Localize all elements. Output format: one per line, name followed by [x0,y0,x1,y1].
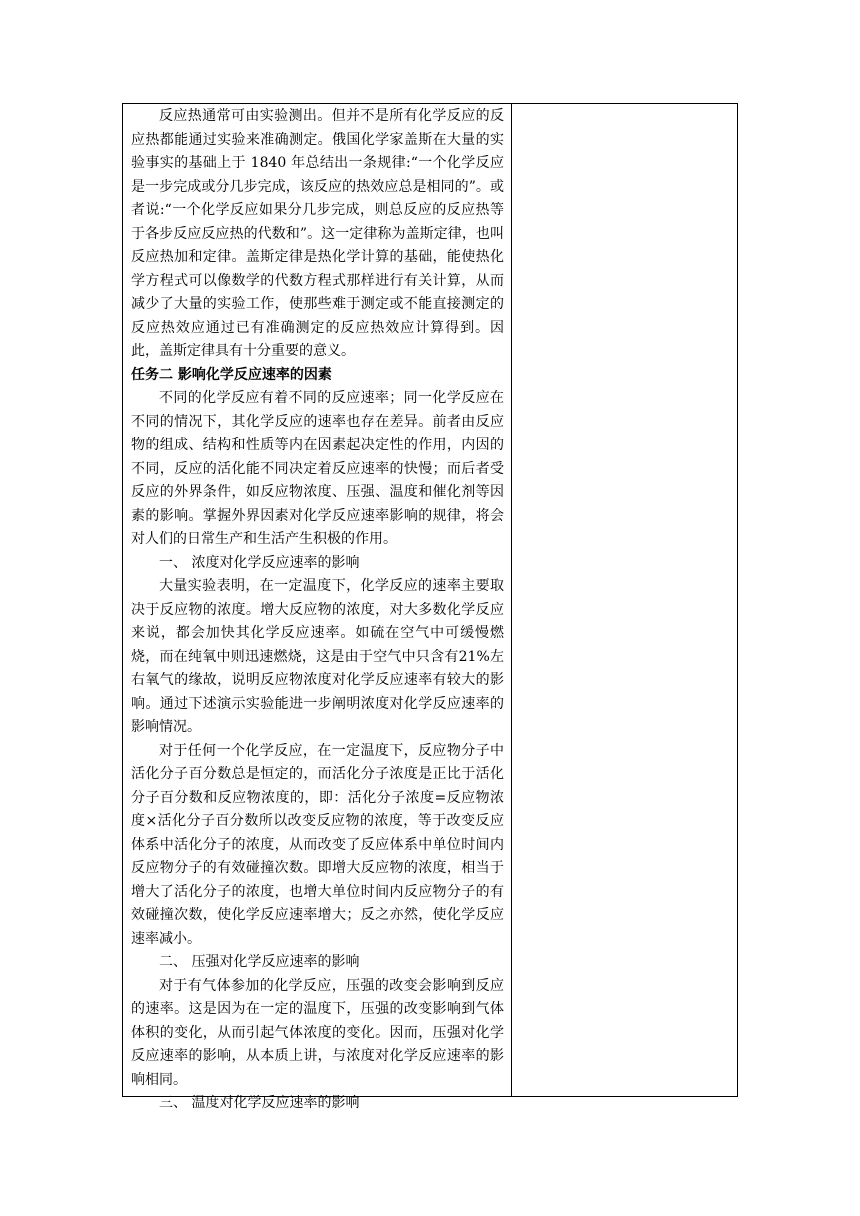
section-heading-pressure: 二、 压强对化学反应速率的影响 [159,954,360,970]
section-heading-concentration: 一、 浓度对化学反应速率的影响 [159,554,360,571]
content-table [122,103,738,1111]
paragraph-hess-law: 反应热通常可由实验测出。但并不是所有化学反应的反应热都能通过实验来准确测定。俄国化学家盖斯在大量的实验事实的基础上于 1840 年总结出一条规律:“一个化学反应是一步完成或分几步完成，该反应的热效应总是相同的”。或者说:“一个化学反应如果分几步完成，则总反应的反应热等于各步反应反应热的代数和”。这一定律称为盖斯定律，也叫反应热加和定律。盖斯定律是热化学计算的基础，能使热化学方程式可以像数学的代数方程式那样进行有关计算，从而减少了大量的实验工作，使那些难于测定或不能直接测定的反应热效应通过已有准确测定的反应热效应计算得到。因此，盖斯定律具有十分重要的意义。 [131,108,504,359]
notes-column [512,104,737,1096]
task2-heading: 任务二 影响化学反应速率的因素 [131,366,332,383]
paragraph-pressure: 对于有气体参加的化学反应，压强的改变会影响到反应的速率。这是因为在一定的温度下，压强的改变影响到气体体积的变化，从而引起气体浓度的变化。因而，压强对化学反应速率的影响，从本质上讲，与浓度对化学反应速率的影响相同。 [131,977,504,1088]
paragraph-concentration-1: 大量实验表明，在一定温度下，化学反应的速率主要取决于反应物的浓度。增大反应物的浓度，对大多数化学反应来说，都会加快其化学反应速率。如硫在空气中可缓慢燃烧，而在纯氧中则迅速燃烧，这是由于空气中只含有21%左右氧气的缘故，说明反应物浓度对化学反应速率有较大的影响。通过下述演示实验能进一步阐明浓度对化学反应速率的影响情况。 [131,578,504,735]
section-heading-temperature: 三、 温度对化学反应速率的影响 [159,1095,360,1111]
text-column [123,104,512,1111]
paragraph-rate-intro: 不同的化学反应有着不同的反应速率；同一化学反应在不同的情况下，其化学反应的速率也存在差异。前者由反应物的组成、结构和性质等内在因素起决定性的作用，内因的不同，反应的活化能不同决定着反应速率的快慢；而后者受反应的外界条件，如反应物浓度、压强、温度和催化剂等因素的影响。掌握外界因素对化学反应速率影响的规律，将会对人们的日常生产和生活产生积极的作用。 [131,390,504,547]
paragraph-concentration-2: 对于任何一个化学反应，在一定温度下，反应物分子中活化分子百分数总是恒定的，而活化分子浓度是正比于活化分子百分数和反应物浓度的，即：活化分子浓度=反应物浓度×活化分子百分数所以改变反应物的浓度，等于改变反应体系中活化分子的浓度，从而改变了反应体系中单位时间内反应物分子的有效碰撞次数。即增大反应物的浓度，相当于增大了活化分子的浓度，也增大单位时间内反应物分子的有效碰撞次数，使化学反应速率增大；反之亦然，使化学反应速率减小。 [131,742,504,947]
